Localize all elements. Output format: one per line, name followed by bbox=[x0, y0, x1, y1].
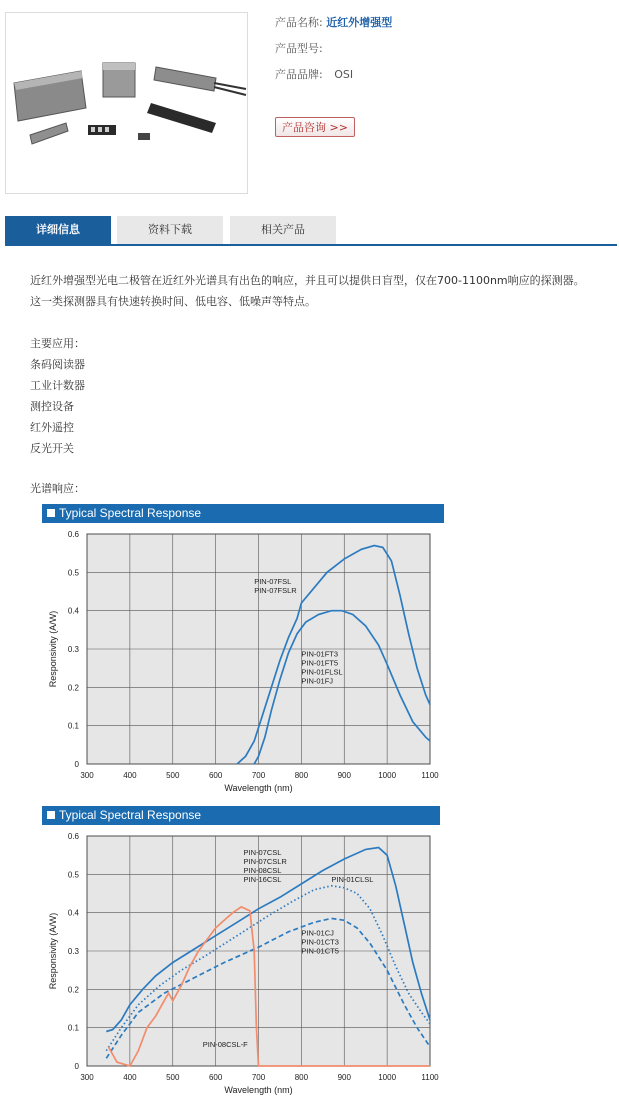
x-tick-label: 1000 bbox=[378, 1073, 397, 1082]
y-tick-label: 0.4 bbox=[67, 908, 79, 918]
product-model-label: 产品型号: bbox=[275, 42, 323, 55]
applications-title: 主要应用： bbox=[30, 337, 85, 350]
product-photo-illustration bbox=[6, 13, 247, 193]
series-annotation: PIN-07CSL bbox=[243, 848, 282, 858]
product-brand-value: OSI bbox=[334, 68, 354, 81]
square-bullet-icon bbox=[47, 509, 55, 517]
x-tick-label: 500 bbox=[166, 1073, 180, 1082]
series-annotation: PIN-01CT3 bbox=[301, 937, 339, 947]
series-annotation: PIN-08CSL bbox=[243, 866, 282, 876]
application-item: 反光开关 bbox=[30, 442, 74, 455]
y-tick-label: 0.2 bbox=[67, 683, 79, 693]
y-tick-label: 0.3 bbox=[67, 645, 79, 654]
series-annotation: PIN-07FSLR bbox=[254, 585, 297, 595]
x-tick-label: 600 bbox=[208, 771, 223, 780]
y-tick-label: 0.4 bbox=[67, 606, 79, 616]
x-tick-label: 800 bbox=[294, 771, 309, 780]
series-annotation: PIN-01CJ bbox=[301, 928, 334, 938]
y-tick-label: 0.2 bbox=[67, 985, 79, 995]
series-annotation: PIN-01FLSL bbox=[301, 667, 343, 677]
x-tick-label: 900 bbox=[337, 771, 351, 780]
chart-1-header bbox=[42, 504, 444, 523]
product-brand-row bbox=[275, 68, 392, 94]
series-annotation: PIN-16CSL bbox=[243, 875, 282, 885]
tab-details[interactable]: 详细信息 bbox=[5, 216, 111, 244]
series-annotation: PIN-01CLSL bbox=[331, 875, 374, 884]
applications-list bbox=[30, 333, 85, 459]
series-annotation: PIN-08CSL-F bbox=[202, 1039, 248, 1049]
product-brand-label: 产品品牌: bbox=[275, 68, 323, 81]
y-tick-label: 0.5 bbox=[67, 568, 79, 578]
application-item: 条码阅读器 bbox=[30, 358, 85, 371]
x-axis-label: Wavelength (nm) bbox=[224, 783, 293, 793]
chart-2-header bbox=[42, 806, 440, 825]
spectral-response-label: 光谱响应： bbox=[30, 482, 85, 495]
y-tick-label: 0.1 bbox=[67, 721, 79, 731]
y-axis-label: Responsivity (A/W) bbox=[48, 610, 58, 688]
description-text: 近红外增强型光电二极管在近红外光谱具有出色的响应，并且可以提供日盲型，仅在700-1100nm响应的探测器。这一类探测器具有快速转换时间、低电容、低噪声等特点。 bbox=[30, 274, 585, 308]
x-tick-label: 900 bbox=[337, 1073, 351, 1082]
product-consult-button[interactable]: 产品咨询 >> bbox=[275, 117, 355, 137]
x-tick-label: 700 bbox=[251, 1073, 266, 1082]
y-tick-label: 0.3 bbox=[67, 947, 79, 956]
application-item: 测控设备 bbox=[30, 400, 74, 413]
y-axis-label: Responsivity (A/W) bbox=[48, 912, 58, 990]
series-annotation: PIN-01FJ bbox=[301, 676, 334, 686]
chart-2-title: Typical Spectral Response bbox=[59, 808, 202, 822]
x-tick-label: 1000 bbox=[378, 771, 397, 780]
series-annotation: PIN-01FT5 bbox=[301, 658, 339, 668]
product-name-label: 产品名称: bbox=[275, 16, 323, 29]
x-tick-label: 400 bbox=[123, 771, 137, 780]
product-image bbox=[5, 12, 248, 194]
detail-tabs bbox=[5, 216, 617, 246]
product-description bbox=[30, 270, 595, 312]
application-item: 工业计数器 bbox=[30, 379, 85, 392]
tab-downloads[interactable]: 资料下载 bbox=[117, 216, 223, 244]
x-tick-label: 800 bbox=[294, 1073, 309, 1082]
series-annotation: PIN-07FSL bbox=[254, 576, 292, 586]
x-tick-label: 300 bbox=[80, 1073, 94, 1082]
x-tick-label: 600 bbox=[208, 1073, 223, 1082]
x-axis-label: Wavelength (nm) bbox=[224, 1085, 293, 1095]
application-item: 红外遥控 bbox=[30, 421, 74, 434]
x-tick-label: 400 bbox=[123, 1073, 137, 1082]
photodiode-packages bbox=[14, 63, 246, 144]
series-annotation: PIN-07CSLR bbox=[243, 857, 287, 867]
x-tick-label: 500 bbox=[166, 771, 180, 780]
chart-1-title: Typical Spectral Response bbox=[59, 506, 202, 520]
product-name-row bbox=[275, 16, 392, 42]
series-annotation: PIN-01CT5 bbox=[301, 946, 339, 956]
x-tick-label: 1100 bbox=[421, 771, 439, 780]
x-tick-label: 700 bbox=[251, 771, 266, 780]
tab-related-products[interactable]: 相关产品 bbox=[230, 216, 336, 244]
product-name-value: 近红外增强型 bbox=[326, 16, 393, 29]
series-annotation: PIN-01FT3 bbox=[301, 649, 339, 659]
y-tick-label: 0 bbox=[74, 1062, 79, 1071]
x-tick-label: 1100 bbox=[421, 1073, 439, 1082]
chart-1 bbox=[40, 524, 460, 804]
product-info bbox=[275, 16, 392, 94]
y-tick-label: 0.6 bbox=[67, 530, 79, 539]
y-tick-label: 0.1 bbox=[67, 1023, 79, 1033]
chart-2 bbox=[40, 826, 460, 1106]
y-tick-label: 0.6 bbox=[67, 832, 79, 841]
y-tick-label: 0 bbox=[74, 760, 79, 769]
x-tick-label: 300 bbox=[80, 771, 94, 780]
y-tick-label: 0.5 bbox=[67, 870, 79, 880]
square-bullet-icon bbox=[47, 811, 55, 819]
product-model-row bbox=[275, 42, 392, 68]
